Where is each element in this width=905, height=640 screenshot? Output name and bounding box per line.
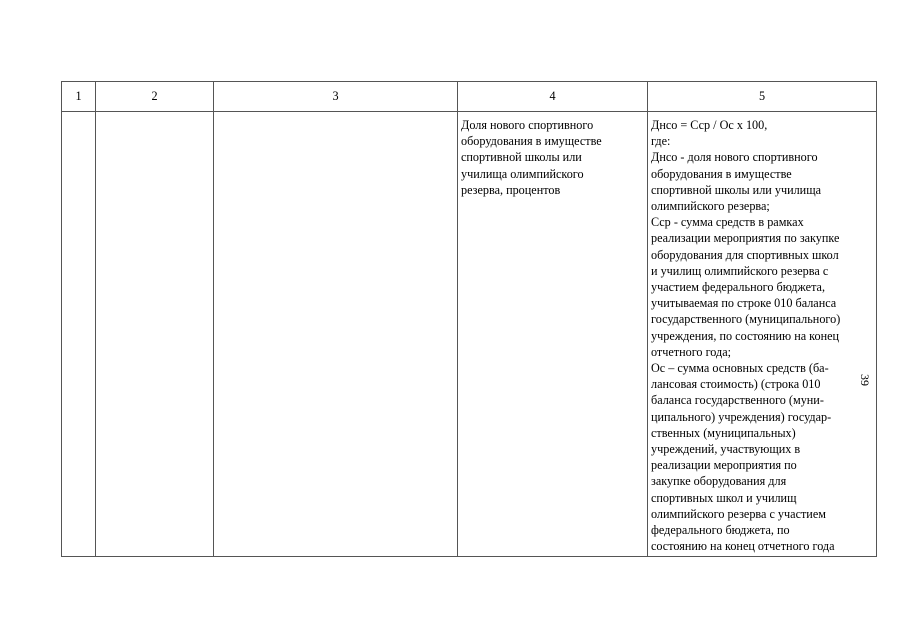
row-cell-1-text — [62, 112, 95, 117]
header-cell-2: 2 — [96, 82, 214, 112]
page-number: 39 — [858, 374, 872, 386]
formula-text: Днсо = Сср / Ос x 100, где: Днсо - доля нового спортивного оборудования в имуществе спортивной школы или училища олимпийского резерва; Сср - сумма средств в рамках реализации мероприятия по закупке оборудования для спортивных школ и училищ олимпийского резерва с участием федерального бюджета, учитываемая по строке 010 баланса государственного (муниципального) учреждения, по состоянию на конец отчетного года; Ос – сумма основных средств (ба- лансовая стоимость) (строка 010 баланса государственного (муни- ципального) учреждения) государ- ственных (муниципальных) учреждений, участвующих в реализации мероприятия по закупке оборудования для спортивных школ и училищ олимпийского резерва с участием федерального бюджета, по состоянию на конец отчетного года — [651, 118, 841, 554]
table-header-row — [62, 82, 877, 112]
header-cell-1: 1 — [62, 82, 96, 112]
header-cell-3: 3 — [214, 82, 458, 112]
row-cell-3-text — [214, 112, 457, 117]
indicator-table — [61, 81, 877, 557]
indicator-name-text: Доля нового спортивного оборудования в имуществе спортивной школы или училища олимпийского резерва, процентов — [461, 118, 602, 197]
row-cell-2 — [96, 112, 214, 557]
row-cell-2-text — [96, 112, 213, 117]
row-cell-1 — [62, 112, 96, 557]
header-cell-5: 5 — [648, 82, 877, 112]
formula-cell — [648, 112, 877, 557]
table-row — [62, 112, 877, 557]
row-cell-3 — [214, 112, 458, 557]
header-cell-4: 4 — [458, 82, 648, 112]
indicator-name-cell — [458, 112, 648, 557]
